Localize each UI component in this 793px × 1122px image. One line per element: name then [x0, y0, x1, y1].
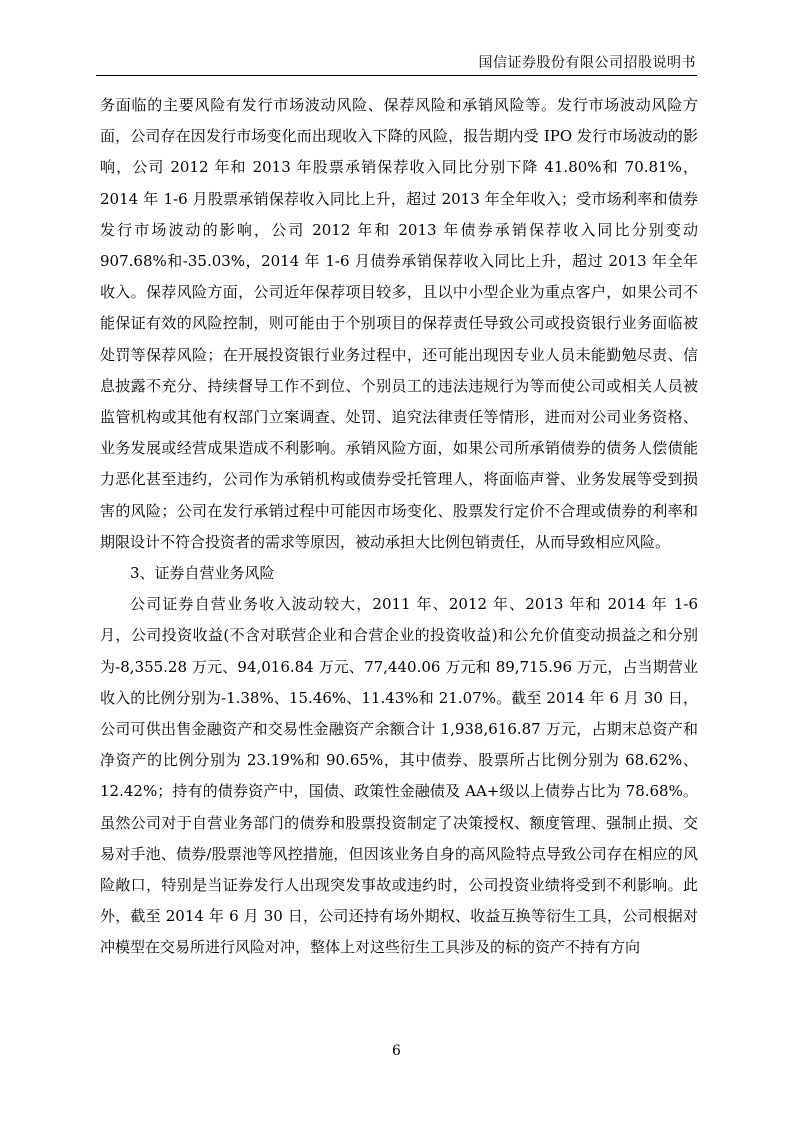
document-header-title: 国信证券股份有限公司招股说明书 — [478, 55, 696, 71]
header-divider — [96, 75, 697, 76]
paragraph-underwriting-risk: 务面临的主要风险有发行市场波动风险、保荐风险和承销风险等。发行市场波动风险方面，公司存在因发行市场变化而出现收入下降的风险，报告期内受 IPO 发行市场波动的影响，公司 2012 年和 2013 年股票承销保荐收入同比分别下降 41.80%和 70.81%，2014 年 1-6 月股票承销保荐收入同比上升，超过 2013 年全年收入；受市场利率和债券发行市场波动的影响，公司 2012 年和 2013 年债券承销保荐收入同比分别变动 907.68%和-35.03%，2014 年 1-6 月债券承销保荐收入同比上升，超过 2013 年全年收入。保荐风险方面，公司近年保荐项目较多，且以中小型企业为重点客户，如果公司不能保证有效的风险控制，则可能由于个别项目的保荐责任导致公司或投资银行业务面临被处罚等保荐风险；在开展投资银行业务过程中，还可能出现因专业人员未能勤勉尽责、信息披露不充分、持续督导工作不到位、个别员工的违法违规行为等而使公司或相关人员被监管机构或其他有权部门立案调查、处罚、追究法律责任等情形，进而对公司业务资格、业务发展或经营成果造成不利影响。承销风险方面，如果公司所承销债券的债务人偿债能力恶化甚至违约，公司作为承销机构或债券受托管理人，将面临声誉、业务发展等受到损害的风险；公司在发行承销过程中可能因市场变化、股票发行定价不合理或债券的利率和期限设计不符合投资者的需求等原因，被动承担大比例包销责任，从而导致相应风险。 — [100, 96, 698, 551]
section-heading-proprietary-trading-risk: 3、证券自营业务风险 — [130, 564, 275, 583]
document-body — [100, 90, 698, 964]
page-number: 6 — [392, 1043, 401, 1059]
paragraph-proprietary-trading-risk: 公司证券自营业务收入波动较大，2011 年、2012 年、2013 年和 2014 年 1-6 月，公司投资收益(不含对联营企业和合营企业的投资收益)和公允价值变动损益之和分别为-8,355.28 万元、94,016.84 万元、77,440.06 万元和 89,715.96 万元，占当期营业收入的比例分别为-1.38%、15.46%、11.43%和 21.07%。截至 2014 年 6 月 30 日，公司可供出售金融资产和交易性金融资产余额合计 1,938,616.87 万元，占期末总资产和净资产的比例分别为 23.19%和 90.65%，其中债券、股票所占比例分别为 68.62%、12.42%；持有的债券资产中，国债、政策性金融债及 AA+级以上债券占比为 78.68%。虽然公司对于自营业务部门的债券和股票投资制定了决策授权、额度管理、强制止损、交易对手池、债券/股票池等风控措施，但因该业务自身的高风险特点导致公司存在相应的风险敞口，特别是当证券发行人出现突发事故或违约时，公司投资业绩将受到不利影响。此外，截至 2014 年 6 月 30 日，公司还持有场外期权、收益互换等衍生工具，公司根据对冲模型在交易所进行风险对冲，整体上对这些衍生工具涉及的标的资产不持有方向 — [100, 595, 698, 957]
